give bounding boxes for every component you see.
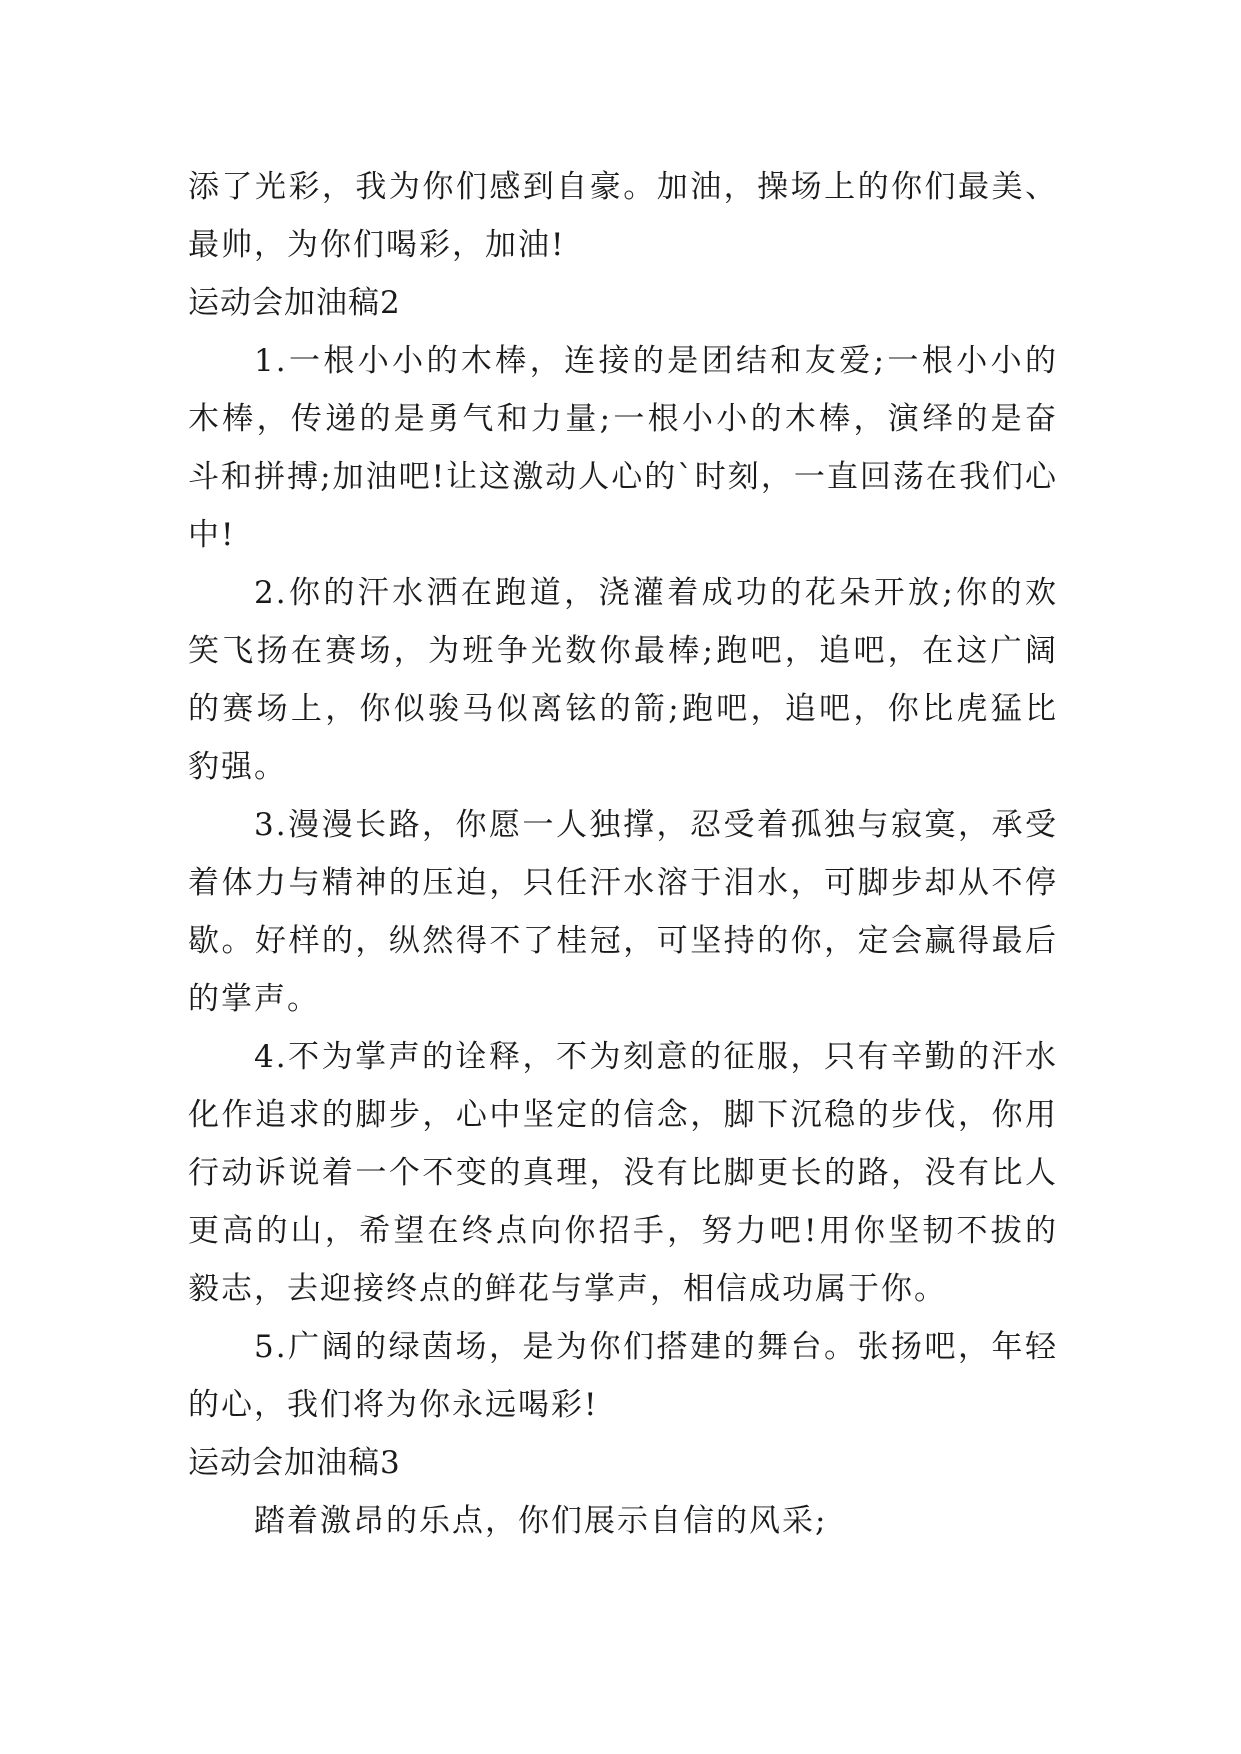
paragraph-item-3: 3.漫漫长路，你愿一人独撑，忍受着孤独与寂寞，承受着体力与精神的压迫，只任汗水溶于泪水，可脚步却从不停歇。好样的，纵然得不了桂冠，可坚持的你，定会赢得最后的掌声。 [188, 807, 1058, 1017]
section-heading-3: 运动会加油稿3 [188, 1445, 401, 1481]
paragraph-item-2: 2.你的汗水洒在跑道，浇灌着成功的花朵开放;你的欢笑飞扬在赛场，为班争光数你最棒;跑吧，追吧，在这广阔的赛场上，你似骏马似离铉的箭;跑吧，追吧，你比虎猛比豹强。 [188, 575, 1058, 785]
paragraph-continuation: 添了光彩，我为你们感到自豪。加油，操场上的你们最美、最帅，为你们喝彩，加油! [188, 169, 1058, 263]
document-body [188, 158, 1058, 1550]
paragraph-item-5: 5.广阔的绿茵场，是为你们搭建的舞台。张扬吧，年轻的心，我们将为你永远喝彩! [188, 1329, 1058, 1423]
section-heading-2: 运动会加油稿2 [188, 285, 401, 321]
paragraph-item-4: 4.不为掌声的诠释，不为刻意的征服，只有辛勤的汗水化作追求的脚步，心中坚定的信念，脚下沉稳的步伐，你用行动诉说着一个不变的真理，没有比脚更长的路，没有比人更高的山，希望在终点向你招手，努力吧!用你坚韧不拔的毅志，去迎接终点的鲜花与掌声，相信成功属于你。 [188, 1039, 1058, 1307]
paragraph-item-1: 1.一根小小的木棒，连接的是团结和友爱;一根小小的木棒，传递的是勇气和力量;一根小小的木棒，演绎的是奋斗和拼搏;加油吧!让这激动人心的`时刻，一直回荡在我们心中! [188, 343, 1058, 553]
paragraph-intro: 踏着激昂的乐点，你们展示自信的风采; [254, 1503, 828, 1539]
